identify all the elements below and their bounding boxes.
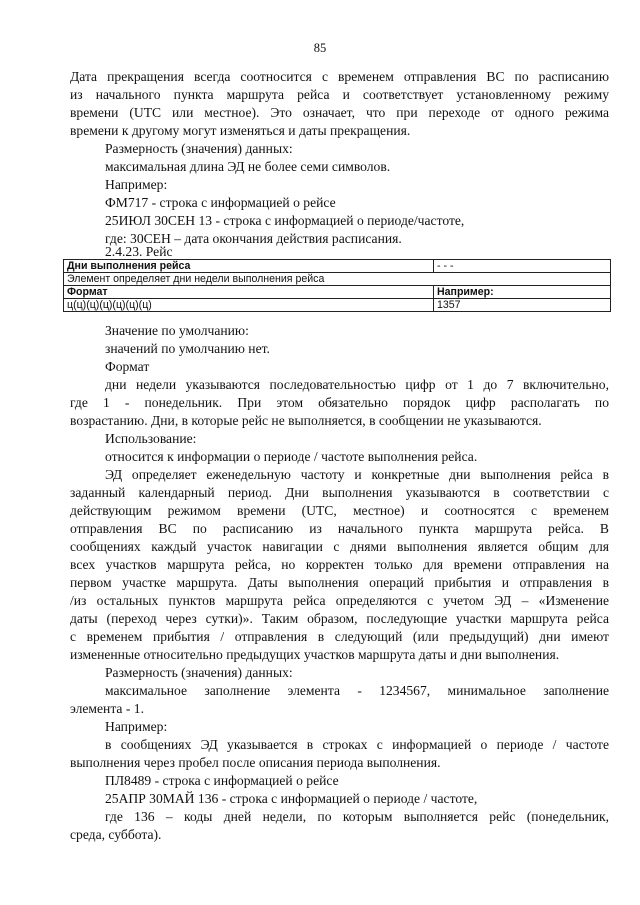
example2-line: в сообщениях ЭД указывается в строках с информацией о периоде / частоте bbox=[105, 737, 609, 752]
table-title-cell: Дни выполнения рейса bbox=[64, 260, 434, 273]
size-text: максимальная длина ЭД не более семи символов. bbox=[105, 159, 391, 174]
size2-line: максимальное заполнение элемента - 1234567, минимальное заполнение bbox=[105, 683, 609, 698]
table-description-cell: Элемент определяет дни недели выполнения рейса bbox=[64, 273, 611, 286]
table-format-header: Формат bbox=[64, 286, 434, 299]
usage-line: отправления ВС по расписанию из начального пункта маршрута рейса. В bbox=[70, 521, 609, 536]
example2-line: выполнения через пробел после описания периода выполнения. bbox=[70, 755, 441, 770]
format-line: возрастанию. Дни, в которые рейс не выполняется, в сообщении не указываются. bbox=[70, 413, 542, 428]
usage-line: даты (переход через сутки)». Таким образом, последующие участки маршрута рейса bbox=[70, 611, 609, 626]
size2-line: элемента - 1. bbox=[70, 701, 144, 716]
defaults-heading: Значение по умолчанию: bbox=[105, 323, 249, 338]
table-row bbox=[64, 273, 611, 286]
example-line: где: 30СЕН – дата окончания действия расписания. bbox=[105, 231, 402, 246]
table-example-value: 1357 bbox=[434, 299, 611, 312]
usage-line: всех участков маршрута рейса, но корректен только для времени отправления на bbox=[70, 557, 609, 572]
format-heading: Формат bbox=[105, 359, 150, 374]
usage-heading: Использование: bbox=[105, 431, 197, 446]
usage-line: /из остальных пунктов маршрута рейса определяются с учетом ЭД – «Изменение bbox=[70, 593, 609, 608]
example-line: 25ИЮЛ 30СЕН 13 - строка с информацией о периоде/частоте, bbox=[105, 213, 465, 228]
format-line: дни недели указываются последовательностью цифр от 1 до 7 включительно, bbox=[105, 377, 609, 392]
example2-line: среда, суббота). bbox=[70, 827, 162, 842]
size-heading: Размерность (значения) данных: bbox=[105, 141, 293, 156]
usage-text: относится к информации о периоде / частоте выполнения рейса. bbox=[105, 449, 478, 464]
usage-line: измененные относительно предыдущих участков маршрута даты и дни выполнения. bbox=[70, 647, 560, 662]
paragraph-line: из начального пункта маршрута рейса и соответствует установленному режиму bbox=[70, 87, 609, 102]
usage-line: первом участке маршрута. Даты выполнения операций прибытия и отправления в bbox=[70, 575, 609, 590]
paragraph-line: времени (UTC или местное). Это означает, что при переходе от одного режима bbox=[70, 105, 609, 120]
table-row bbox=[64, 260, 611, 273]
example2-line: ПЛ8489 - строка с информацией о рейсе bbox=[105, 773, 339, 788]
example-line: ФМ717 - строка с информацией о рейсе bbox=[105, 195, 336, 210]
example2-heading: Например: bbox=[105, 719, 168, 734]
section-title: 2.4.23. Рейс bbox=[105, 244, 173, 259]
table-row bbox=[64, 286, 611, 299]
usage-line: ЭД определяет еженедельную частоту и конкретные дни выполнения рейса в bbox=[105, 467, 609, 482]
paragraph-line: времени к другому могут изменяться и даты прекращения. bbox=[70, 123, 411, 138]
format-line: где 1 - понедельник. При этом обязательно порядок цифр располагать по bbox=[70, 395, 609, 410]
paragraph-line: Дата прекращения всегда соотносится с временем отправления ВС по расписанию bbox=[70, 69, 609, 84]
table-format-value: ц(ц)(ц)(ц)(ц)(ц)(ц) bbox=[64, 299, 434, 312]
example2-line: 25АПР 30МАЙ 136 - строка с информацией о периоде / частоте, bbox=[105, 791, 478, 806]
spec-table bbox=[63, 259, 611, 312]
table-example-header: Например: bbox=[434, 286, 611, 299]
example2-line: где 136 – коды дней недели, по которым выполняется рейс (понедельник, bbox=[105, 809, 609, 824]
example-heading: Например: bbox=[105, 177, 168, 192]
usage-line: заданный календарный период. Дни выполнения указываются в соответствии с bbox=[70, 485, 609, 500]
usage-line: сообщениях каждый участок навигации с днями выполнения является общим для bbox=[70, 539, 609, 554]
table-row bbox=[64, 299, 611, 312]
defaults-text: значений по умолчанию нет. bbox=[105, 341, 270, 356]
usage-line: с временем прибытия / отправления в следующий (или предыдущий) дни имеют bbox=[70, 629, 609, 644]
size2-heading: Размерность (значения) данных: bbox=[105, 665, 293, 680]
page-number: 85 bbox=[313, 41, 327, 55]
table-title-right-cell: - - - bbox=[434, 260, 611, 273]
usage-line: действующим режимом времени (UTC, местное) и соотносятся с временем bbox=[70, 503, 609, 518]
